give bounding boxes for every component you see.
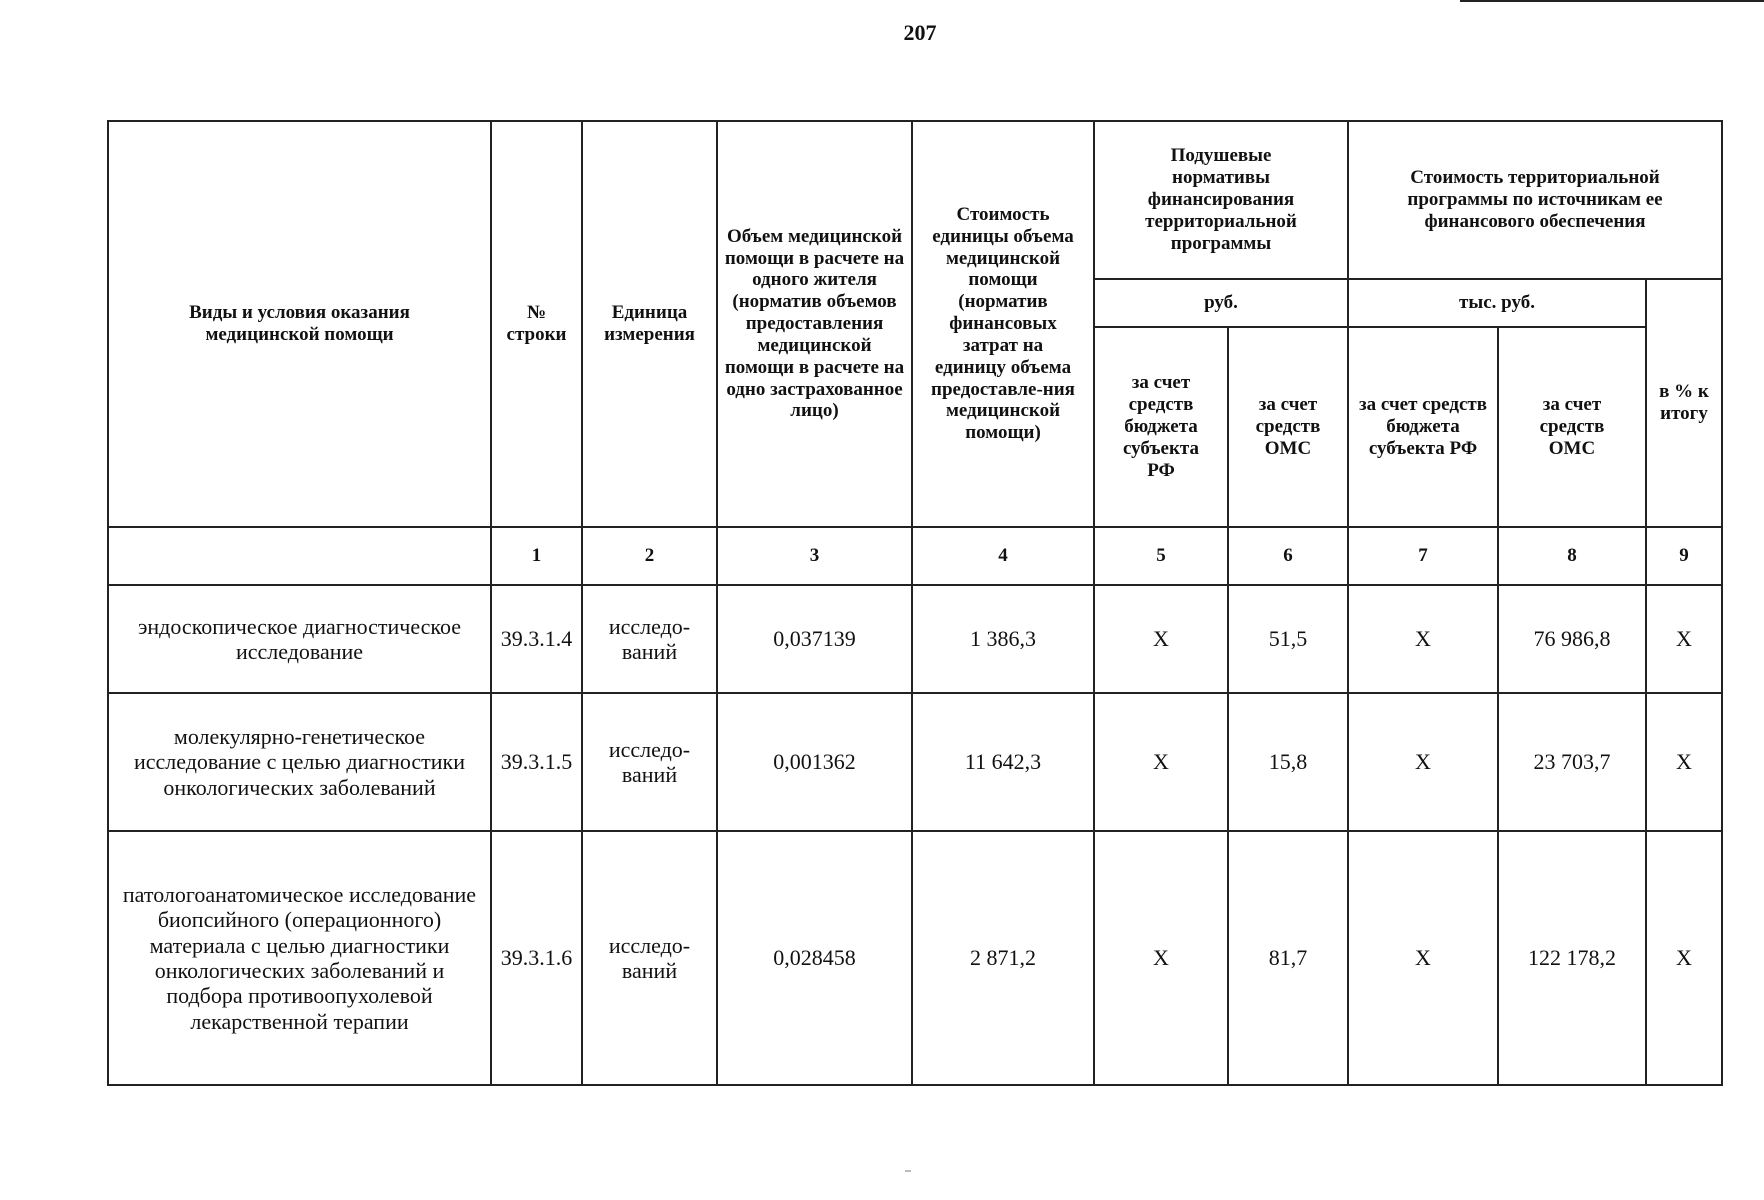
row-c8: 122 178,2 — [1498, 831, 1646, 1085]
header-volume: Объем медицинской помощи в расчете на одного жителя (норматив объемов предоставления медицинской помощи в расчете на одно застрахованное лицо) — [717, 121, 912, 527]
scan-speck — [905, 1170, 911, 1172]
row-name: молекулярно-генетическое исследование с целью диагностики онкологических заболеваний — [108, 693, 491, 831]
row-c9: X — [1646, 693, 1722, 831]
header-pct: в % к итогу — [1646, 279, 1722, 527]
column-number: 2 — [582, 527, 717, 585]
header-budget-rf-7: за счет средств бюджета субъекта РФ — [1348, 327, 1498, 527]
table-row — [108, 693, 1722, 831]
column-number-empty — [108, 527, 491, 585]
page-number: 207 — [903, 20, 937, 45]
header-oms-8: за счет средств ОМС — [1498, 327, 1646, 527]
row-volume: 0,037139 — [717, 585, 912, 693]
row-unit: исследо-ваний — [582, 585, 717, 693]
row-c6: 51,5 — [1228, 585, 1348, 693]
row-c8: 76 986,8 — [1498, 585, 1646, 693]
column-number: 8 — [1498, 527, 1646, 585]
header-budget-rf-5: за счет средств бюджета субъекта РФ — [1094, 327, 1228, 527]
row-cost: 2 871,2 — [912, 831, 1094, 1085]
table-row — [108, 831, 1722, 1085]
table-row — [108, 585, 1722, 693]
row-c6: 15,8 — [1228, 693, 1348, 831]
row-name: эндоскопическое диагностическое исследование — [108, 585, 491, 693]
row-c5: X — [1094, 693, 1228, 831]
financing-table — [107, 120, 1723, 1086]
header-types: Виды и условия оказания медицинской помощи — [108, 121, 491, 527]
row-unit: исследо-ваний — [582, 693, 717, 831]
row-c7: X — [1348, 585, 1498, 693]
column-number: 6 — [1228, 527, 1348, 585]
row-c7: X — [1348, 693, 1498, 831]
header-per-capita-group: Подушевые нормативы финансирования территориальной программы — [1094, 121, 1348, 279]
column-number: 3 — [717, 527, 912, 585]
column-number: 4 — [912, 527, 1094, 585]
row-number: 39.3.1.4 — [491, 585, 582, 693]
row-c9: X — [1646, 585, 1722, 693]
row-unit: исследо-ваний — [582, 831, 717, 1085]
row-name: патологоанатомическое исследование биопсийного (операционного) материала с целью диагностики онкологических заболеваний и подбора противоопухолевой лекарственной терапии — [108, 831, 491, 1085]
row-c9: X — [1646, 831, 1722, 1085]
header-oms-6: за счет средств ОМС — [1228, 327, 1348, 527]
row-number: 39.3.1.6 — [491, 831, 582, 1085]
row-c5: X — [1094, 831, 1228, 1085]
row-c8: 23 703,7 — [1498, 693, 1646, 831]
top-rule — [1460, 0, 1764, 2]
row-c5: X — [1094, 585, 1228, 693]
row-cost: 1 386,3 — [912, 585, 1094, 693]
row-cost: 11 642,3 — [912, 693, 1094, 831]
header-unit-thousand-rub: тыс. руб. — [1348, 279, 1646, 327]
header-cost: Стоимость единицы объема медицинской помощи (норматив финансовых затрат на единицу объема предоставле-ния медицинской помощи) — [912, 121, 1094, 527]
header-program-cost-group: Стоимость территориальной программы по источникам ее финансового обеспечения — [1348, 121, 1722, 279]
column-numbers-row — [108, 527, 1722, 585]
row-number: 39.3.1.5 — [491, 693, 582, 831]
header-unit: Единица измерения — [582, 121, 717, 527]
column-number: 5 — [1094, 527, 1228, 585]
row-volume: 0,001362 — [717, 693, 912, 831]
row-volume: 0,028458 — [717, 831, 912, 1085]
column-number: 7 — [1348, 527, 1498, 585]
header-row-no: № строки — [491, 121, 582, 527]
row-c6: 81,7 — [1228, 831, 1348, 1085]
column-number: 9 — [1646, 527, 1722, 585]
column-number: 1 — [491, 527, 582, 585]
row-c7: X — [1348, 831, 1498, 1085]
header-unit-rub: руб. — [1094, 279, 1348, 327]
